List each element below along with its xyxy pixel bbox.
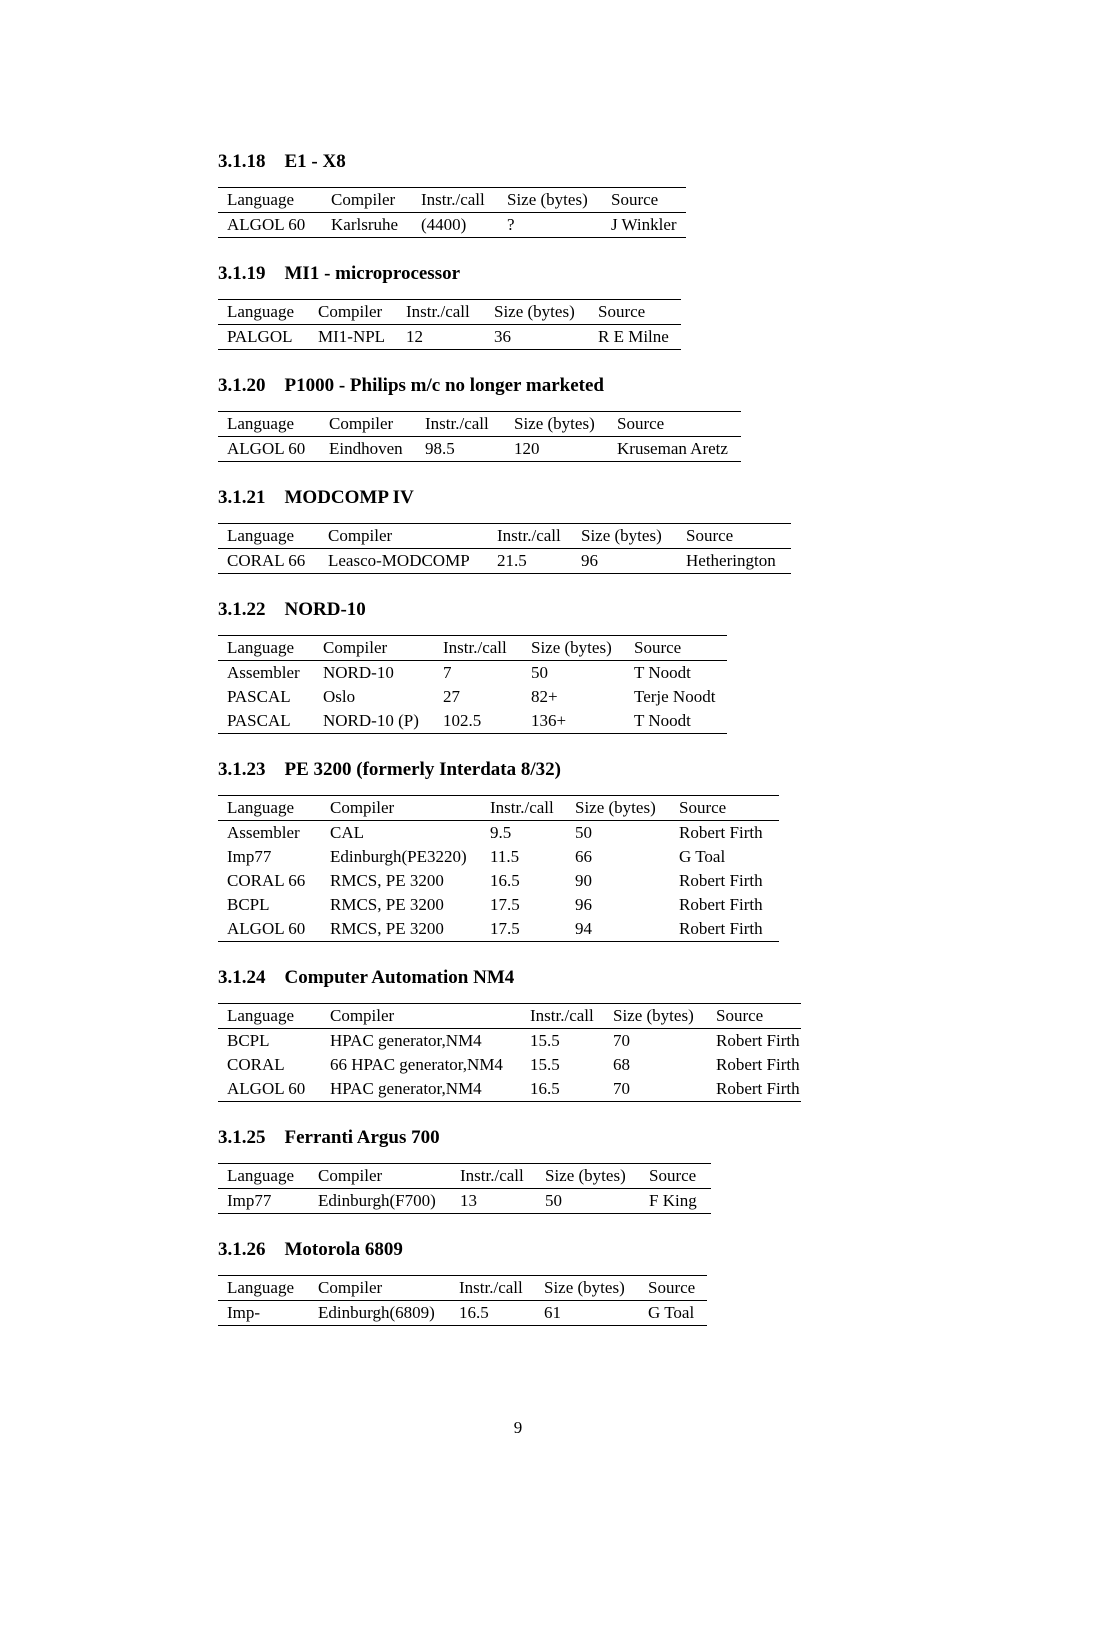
table-row	[218, 1053, 801, 1077]
cell-size-bytes: 66	[575, 847, 592, 866]
cell-size-bytes: 61	[544, 1303, 561, 1322]
cell-language: BCPL	[227, 895, 270, 914]
section-3-1-21	[218, 486, 1120, 574]
col-header-source: Source	[639, 1276, 707, 1301]
cell-source: Robert Firth	[716, 1031, 800, 1050]
section-heading	[218, 1126, 1120, 1150]
cell-compiler: RMCS, PE 3200	[330, 871, 444, 890]
cell-source: R E Milne	[598, 327, 669, 346]
section-heading	[218, 150, 1120, 174]
table-row	[218, 1189, 711, 1214]
col-header-language: Language	[218, 796, 321, 821]
col-header-instr-call: Instr./call	[412, 188, 498, 213]
cell-compiler: 66 HPAC generator,NM4	[330, 1055, 503, 1074]
cell-size-bytes: 90	[575, 871, 592, 890]
section-title: Ferranti Argus 700	[284, 1127, 440, 1148]
table-row	[218, 661, 727, 686]
table-row	[218, 1029, 801, 1054]
cell-language: ALGOL 60	[227, 215, 306, 234]
cell-source: F King	[649, 1191, 697, 1210]
section-heading	[218, 262, 1120, 286]
table-row	[218, 709, 727, 734]
cell-instr-call: 11.5	[490, 847, 520, 866]
col-header-language: Language	[218, 412, 320, 437]
table-row	[218, 685, 727, 709]
cell-compiler: RMCS, PE 3200	[330, 919, 444, 938]
col-header-source: Source	[602, 188, 686, 213]
table-row	[218, 325, 681, 350]
table-row	[218, 549, 791, 574]
col-header-instr-call: Instr./call	[481, 796, 566, 821]
table-row	[218, 437, 741, 462]
col-header-instr-call: Instr./call	[450, 1276, 535, 1301]
cell-compiler: HPAC generator,NM4	[330, 1031, 482, 1050]
cell-compiler: Eindhoven	[329, 439, 403, 458]
section-number: 3.1.23	[218, 759, 266, 780]
cell-source: T Noodt	[634, 663, 691, 682]
col-header-size-bytes: Size (bytes)	[485, 300, 589, 325]
cell-language: Assembler	[227, 663, 300, 682]
col-header-source: Source	[677, 524, 791, 549]
col-header-compiler: Compiler	[321, 1004, 521, 1029]
cell-language: ALGOL 60	[227, 1079, 306, 1098]
col-header-instr-call: Instr./call	[521, 1004, 604, 1029]
section-title: PE 3200 (formerly Interdata 8/32)	[284, 759, 561, 780]
cell-instr-call: 17.5	[490, 919, 520, 938]
cell-size-bytes: 36	[494, 327, 511, 346]
table-row	[218, 1077, 801, 1102]
cell-size-bytes: 50	[531, 663, 548, 682]
cell-compiler: HPAC generator,NM4	[330, 1079, 482, 1098]
section-number: 3.1.18	[218, 151, 266, 172]
cell-source: Kruseman Aretz	[617, 439, 728, 458]
cell-size-bytes: 94	[575, 919, 592, 938]
col-header-source: Source	[608, 412, 741, 437]
cell-language: CORAL	[227, 1055, 285, 1074]
cell-instr-call: 21.5	[497, 551, 527, 570]
header-row	[218, 1004, 801, 1029]
cell-instr-call: 9.5	[490, 823, 512, 842]
section-number: 3.1.22	[218, 599, 266, 620]
cell-source: Terje Noodt	[634, 687, 716, 706]
section-title: E1 - X8	[284, 151, 346, 172]
cell-size-bytes: 120	[514, 439, 540, 458]
cell-language: BCPL	[227, 1031, 270, 1050]
cell-compiler: Leasco-MODCOMP	[328, 551, 470, 570]
section-number: 3.1.20	[218, 375, 266, 396]
section-3-1-18	[218, 150, 1120, 238]
table-row	[218, 917, 779, 942]
header-row	[218, 300, 681, 325]
cell-source: G Toal	[648, 1303, 695, 1322]
cell-language: PALGOL	[227, 327, 293, 346]
cell-compiler: RMCS, PE 3200	[330, 895, 444, 914]
section-number: 3.1.21	[218, 487, 266, 508]
cell-instr-call: 98.5	[425, 439, 455, 458]
section-heading	[218, 758, 1120, 782]
cell-language: Assembler	[227, 823, 300, 842]
cell-language: ALGOL 60	[227, 919, 306, 938]
col-header-compiler: Compiler	[322, 188, 412, 213]
header-row	[218, 412, 741, 437]
cell-instr-call: 16.5	[530, 1079, 560, 1098]
page-number: 9	[513, 1418, 523, 1437]
cell-size-bytes: 70	[613, 1079, 630, 1098]
compiler-table	[218, 1163, 711, 1214]
cell-instr-call: 16.5	[459, 1303, 489, 1322]
col-header-source: Source	[625, 636, 727, 661]
cell-source: Robert Firth	[716, 1079, 800, 1098]
col-header-size-bytes: Size (bytes)	[498, 188, 602, 213]
col-header-language: Language	[218, 636, 314, 661]
cell-size-bytes: 82+	[531, 687, 558, 706]
col-header-language: Language	[218, 188, 322, 213]
cell-instr-call: (4400)	[421, 215, 467, 234]
cell-language: PASCAL	[227, 711, 291, 730]
section-3-1-19	[218, 262, 1120, 350]
compiler-table	[218, 411, 741, 462]
cell-instr-call: 27	[443, 687, 460, 706]
col-header-language: Language	[218, 1276, 309, 1301]
section-3-1-26	[218, 1238, 1120, 1326]
header-row	[218, 1276, 707, 1301]
section-title: P1000 - Philips m/c no longer marketed	[284, 375, 604, 396]
cell-instr-call: 12	[406, 327, 423, 346]
section-3-1-22	[218, 598, 1120, 734]
cell-instr-call: 15.5	[530, 1031, 560, 1050]
header-row	[218, 1164, 711, 1189]
table-row	[218, 893, 779, 917]
cell-size-bytes: 70	[613, 1031, 630, 1050]
section-heading	[218, 966, 1120, 990]
cell-source: J Winkler	[611, 215, 677, 234]
cell-compiler: NORD-10	[323, 663, 394, 682]
col-header-language: Language	[218, 1164, 309, 1189]
cell-compiler: CAL	[330, 823, 364, 842]
section-number: 3.1.19	[218, 263, 266, 284]
section-heading	[218, 374, 1120, 398]
cell-source: T Noodt	[634, 711, 691, 730]
section-3-1-20	[218, 374, 1120, 462]
section-title: NORD-10	[284, 599, 366, 620]
cell-compiler: Edinburgh(PE3220)	[330, 847, 467, 866]
col-header-source: Source	[707, 1004, 801, 1029]
col-header-compiler: Compiler	[320, 412, 416, 437]
table-row	[218, 821, 779, 846]
table-row	[218, 1301, 707, 1326]
cell-compiler: Karlsruhe	[331, 215, 399, 234]
compiler-table	[218, 299, 681, 350]
col-header-compiler: Compiler	[319, 524, 488, 549]
col-header-source: Source	[640, 1164, 711, 1189]
table-row	[218, 869, 779, 893]
table-row	[218, 845, 779, 869]
cell-size-bytes: 50	[545, 1191, 562, 1210]
section-number: 3.1.26	[218, 1239, 266, 1260]
col-header-instr-call: Instr./call	[451, 1164, 536, 1189]
section-number: 3.1.24	[218, 967, 266, 988]
section-number: 3.1.25	[218, 1127, 266, 1148]
col-header-instr-call: Instr./call	[488, 524, 572, 549]
section-title: MI1 - microprocessor	[284, 263, 461, 284]
cell-instr-call: 15.5	[530, 1055, 560, 1074]
section-title: Motorola 6809	[284, 1239, 403, 1260]
compiler-table	[218, 635, 727, 734]
col-header-size-bytes: Size (bytes)	[572, 524, 677, 549]
compiler-table	[218, 1003, 801, 1102]
col-header-compiler: Compiler	[321, 796, 481, 821]
cell-instr-call: 13	[460, 1191, 477, 1210]
col-header-language: Language	[218, 524, 319, 549]
section-3-1-23	[218, 758, 1120, 942]
col-header-compiler: Compiler	[309, 300, 397, 325]
cell-language: CORAL 66	[227, 551, 306, 570]
cell-language: ALGOL 60	[227, 439, 306, 458]
section-heading	[218, 1238, 1120, 1262]
section-3-1-24	[218, 966, 1120, 1102]
cell-language: Imp77	[227, 1191, 272, 1210]
compiler-table	[218, 187, 686, 238]
col-header-size-bytes: Size (bytes)	[604, 1004, 707, 1029]
col-header-instr-call: Instr./call	[416, 412, 505, 437]
cell-compiler: NORD-10 (P)	[323, 711, 419, 730]
cell-source: Robert Firth	[679, 823, 763, 842]
cell-instr-call: 17.5	[490, 895, 520, 914]
cell-source: Robert Firth	[679, 871, 763, 890]
cell-instr-call: 7	[443, 663, 452, 682]
col-header-compiler: Compiler	[309, 1276, 450, 1301]
cell-compiler: Edinburgh(6809)	[318, 1303, 435, 1322]
header-row	[218, 524, 791, 549]
cell-compiler: MI1-NPL	[318, 327, 386, 346]
cell-compiler: Oslo	[323, 687, 356, 706]
section-heading	[218, 486, 1120, 510]
compiler-table	[218, 795, 779, 942]
col-header-language: Language	[218, 300, 309, 325]
col-header-size-bytes: Size (bytes)	[535, 1276, 639, 1301]
col-header-instr-call: Instr./call	[434, 636, 522, 661]
cell-source: G Toal	[679, 847, 726, 866]
cell-source: Robert Firth	[679, 895, 763, 914]
header-row	[218, 796, 779, 821]
header-row	[218, 188, 686, 213]
header-row	[218, 636, 727, 661]
cell-language: Imp77	[227, 847, 272, 866]
cell-size-bytes: 96	[581, 551, 598, 570]
cell-size-bytes: 50	[575, 823, 592, 842]
cell-language: CORAL 66	[227, 871, 306, 890]
compiler-table	[218, 523, 791, 574]
col-header-compiler: Compiler	[314, 636, 434, 661]
col-header-size-bytes: Size (bytes)	[505, 412, 608, 437]
cell-size-bytes: 68	[613, 1055, 630, 1074]
section-heading	[218, 598, 1120, 622]
cell-instr-call: 16.5	[490, 871, 520, 890]
section-3-1-25	[218, 1126, 1120, 1214]
cell-size-bytes: 96	[575, 895, 592, 914]
col-header-instr-call: Instr./call	[397, 300, 485, 325]
col-header-source: Source	[670, 796, 779, 821]
section-title: Computer Automation NM4	[284, 967, 515, 988]
cell-source: Robert Firth	[679, 919, 763, 938]
col-header-size-bytes: Size (bytes)	[566, 796, 670, 821]
cell-source: Hetherington	[686, 551, 776, 570]
table-row	[218, 213, 686, 238]
col-header-size-bytes: Size (bytes)	[522, 636, 625, 661]
col-header-size-bytes: Size (bytes)	[536, 1164, 640, 1189]
cell-language: PASCAL	[227, 687, 291, 706]
cell-source: Robert Firth	[716, 1055, 800, 1074]
cell-compiler: Edinburgh(F700)	[318, 1191, 436, 1210]
cell-size-bytes: ?	[507, 215, 515, 234]
col-header-compiler: Compiler	[309, 1164, 451, 1189]
section-title: MODCOMP IV	[284, 487, 414, 508]
cell-instr-call: 102.5	[443, 711, 482, 730]
cell-size-bytes: 136+	[531, 711, 567, 730]
col-header-source: Source	[589, 300, 681, 325]
compiler-table	[218, 1275, 707, 1326]
col-header-language: Language	[218, 1004, 321, 1029]
cell-language: Imp-	[227, 1303, 261, 1322]
